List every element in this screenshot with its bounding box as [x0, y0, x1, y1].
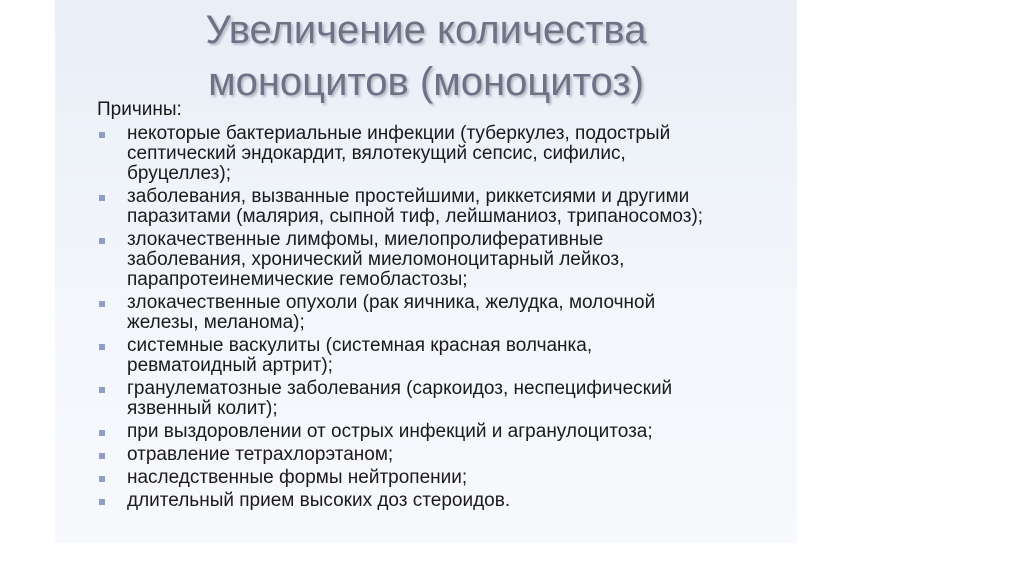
square-bullet-icon: [99, 132, 105, 138]
list-item: [97, 124, 787, 184]
square-bullet-icon: [99, 387, 105, 393]
slide-title: [55, 4, 797, 108]
list-item-line: при выздоровлении от острых инфекций и агранулоцитоза;: [127, 421, 653, 442]
list-item-line: отравление тетрахлорэтаном;: [127, 444, 394, 465]
square-bullet-icon: [99, 476, 105, 482]
list-item: [97, 445, 787, 465]
slide-content: [97, 100, 787, 514]
causes-label: Причины:: [97, 99, 182, 120]
list-item-line: системные васкулиты (системная красная волчанка,: [127, 335, 593, 356]
list-item-line: длительный прием высоких доз стероидов.: [127, 490, 511, 511]
list-item-line: ревматоидный артрит);: [127, 355, 333, 376]
list-item-line: бруцеллез);: [127, 163, 231, 184]
square-bullet-icon: [99, 453, 105, 459]
square-bullet-icon: [99, 499, 105, 505]
causes-list: [97, 124, 787, 511]
list-item-line: некоторые бактериальные инфекции (туберкулез, подострый: [127, 123, 671, 144]
square-bullet-icon: [99, 195, 105, 201]
list-item: [97, 293, 787, 333]
list-item: [97, 491, 787, 511]
list-item: [97, 422, 787, 442]
title-line-1: Увеличение количества: [205, 8, 647, 52]
list-item-line: септический эндокардит, вялотекущий сепсис, сифилис,: [127, 143, 626, 164]
list-item-line: злокачественные лимфомы, миелопролиферативные: [127, 229, 604, 250]
list-item: [97, 230, 787, 290]
square-bullet-icon: [99, 430, 105, 436]
list-item-line: гранулематозные заболевания (саркоидоз, неспецифический: [127, 378, 673, 399]
list-item: [97, 336, 787, 376]
slide: [55, 0, 797, 543]
list-item: [97, 379, 787, 419]
square-bullet-icon: [99, 344, 105, 350]
list-item-line: заболевания, вызванные простейшими, риккетсиями и другими: [127, 186, 690, 207]
list-item-line: паразитами (малярия, сыпной тиф, лейшманиоз, трипаносомоз);: [127, 206, 704, 227]
list-item-line: железы, меланома);: [127, 312, 305, 333]
list-item-line: язвенный колит);: [127, 398, 278, 419]
list-item-line: парапротеинемические гемобластозы;: [127, 269, 468, 290]
list-item-line: наследственные формы нейтропении;: [127, 467, 468, 488]
list-item-line: заболевания, хронический миеломоноцитарный лейкоз,: [127, 249, 625, 270]
square-bullet-icon: [99, 301, 105, 307]
list-item-line: злокачественные опухоли (рак яичника, желудка, молочной: [127, 292, 656, 313]
list-item: [97, 468, 787, 488]
square-bullet-icon: [99, 238, 105, 244]
list-item: [97, 187, 787, 227]
title-line-2: моноцитов (моноцитоз): [208, 60, 644, 104]
